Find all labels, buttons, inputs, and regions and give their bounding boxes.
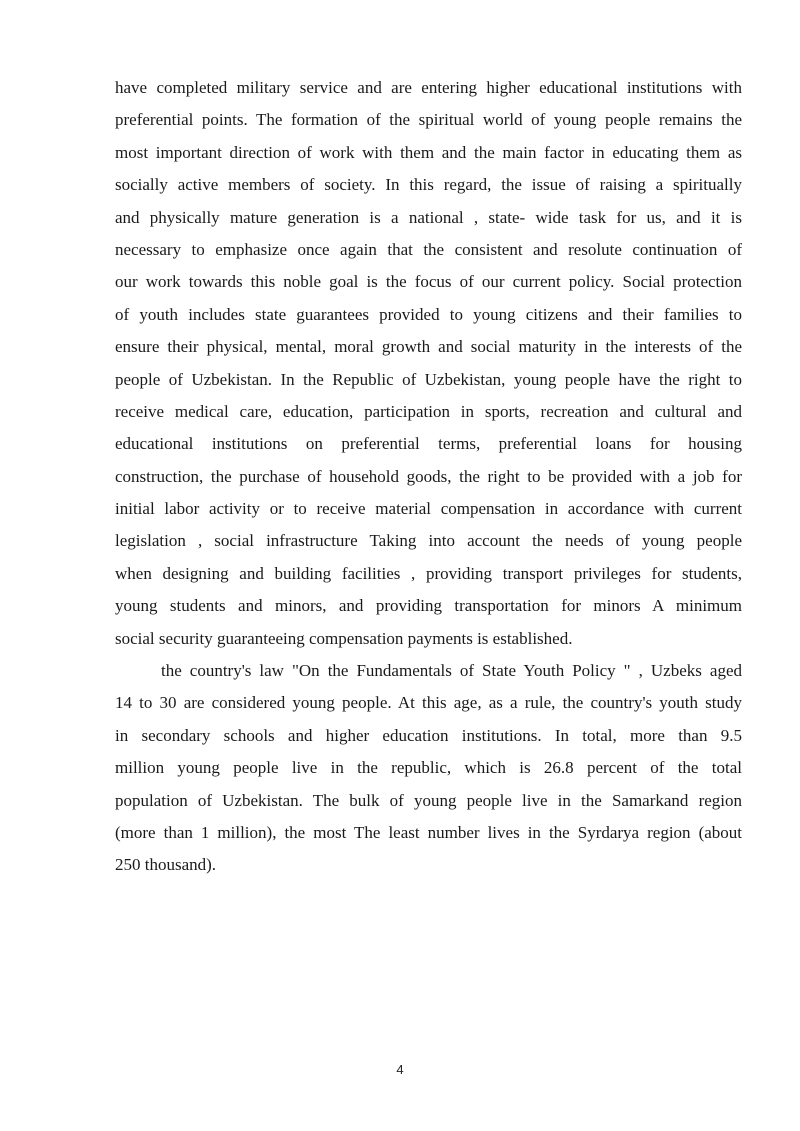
page-number: 4	[396, 1062, 404, 1077]
text-line: young students and minors, and providing transportation for minors A minimum	[115, 596, 742, 616]
text-line: and physically mature generation is a national , state- wide task for us, and it is	[115, 207, 742, 227]
text-line: in secondary schools and higher education institutions. In total, more than 9.5	[115, 725, 742, 745]
text-line: the country's law "On the Fundamentals of State Youth Policy " , Uzbeks aged	[161, 661, 742, 681]
text-line: construction, the purchase of household goods, the right to be provided with a job for	[115, 466, 742, 486]
text-line: ensure their physical, mental, moral growth and social maturity in the interests of the	[115, 337, 742, 357]
text-line: educational institutions on preferential terms, preferential loans for housing	[115, 434, 742, 454]
text-line: legislation , social infrastructure Taking into account the needs of young people	[115, 531, 742, 551]
text-line: 250 thousand).	[115, 855, 217, 875]
text-line: people of Uzbekistan. In the Republic of Uzbekistan, young people have the right to	[115, 369, 742, 389]
text-line: receive medical care, education, participation in sports, recreation and cultural and	[115, 401, 742, 421]
paragraph-2	[115, 655, 742, 882]
text-line: of youth includes state guarantees provided to young citizens and their families to	[115, 304, 742, 324]
text-line: preferential points. The formation of the spiritual world of young people remains the	[115, 110, 742, 130]
text-line: social security guaranteeing compensation payments is established.	[115, 628, 573, 648]
paragraph-1	[115, 72, 742, 655]
text-line: have completed military service and are entering higher educational institutions with	[115, 78, 742, 97]
body-text	[115, 72, 742, 882]
text-line: socially active members of society. In this regard, the issue of raising a spiritually	[115, 175, 742, 195]
text-line: million young people live in the republic, which is 26.8 percent of the total	[115, 758, 742, 778]
text-line: when designing and building facilities , providing transport privileges for students,	[115, 563, 742, 583]
text-line: necessary to emphasize once again that the consistent and resolute continuation of	[115, 239, 742, 259]
text-line: population of Uzbekistan. The bulk of young people live in the Samarkand region	[115, 790, 742, 810]
text-line: our work towards this noble goal is the focus of our current policy. Social protection	[115, 272, 742, 292]
text-line: initial labor activity or to receive material compensation in accordance with current	[115, 499, 742, 519]
text-line: most important direction of work with them and the main factor in educating them as	[115, 142, 742, 162]
text-line: 14 to 30 are considered young people. At this age, as a rule, the country's youth study	[115, 693, 742, 713]
text-line: (more than 1 million), the most The least number lives in the Syrdarya region (about	[115, 822, 742, 842]
